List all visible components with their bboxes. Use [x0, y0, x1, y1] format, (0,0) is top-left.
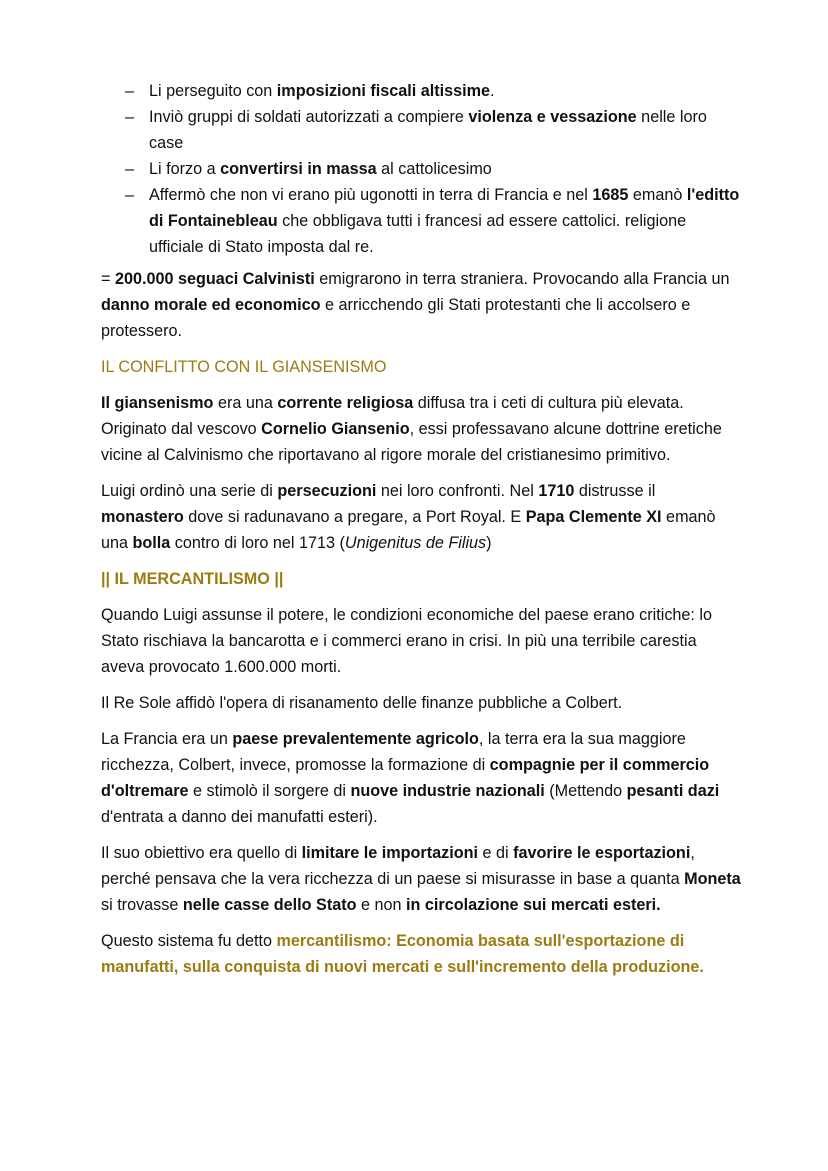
- section-heading: IL CONFLITTO CON IL GIANSENISMO: [101, 358, 387, 376]
- dash-bullet: –: [125, 160, 135, 178]
- paragraph: Il Re Sole affidò l'opera di risanamento delle finanze pubbliche a Colbert.: [101, 694, 623, 712]
- dash-bullet: –: [125, 82, 135, 100]
- list-item: – Affermò che non vi erano più ugonotti in terra di Francia e nel 1685 emanò l'editto di Fontainebleau che obbligava tutti i francesi ad essere cattolici. religione ufficiale di Stato imposta dal re.: [101, 182, 741, 260]
- persecution-list: [101, 78, 741, 260]
- paragraph: Il suo obiettivo era quello di limitare le importazioni e di favorire le esportazioni, perché pensava che la vera ricchezza di un paese si misurasse in base a quanta Moneta si trovasse nelle casse dello Stato e non in circolazione sui mercati esteri.: [101, 844, 741, 914]
- dash-bullet: –: [125, 108, 135, 126]
- paragraph: Questo sistema fu detto mercantilismo: Economia basata sull'esportazione di manufatti, sulla conquista di nuovi mercati e sull'incremento della produzione.: [101, 932, 704, 976]
- dash-bullet: –: [125, 186, 135, 204]
- paragraph: Luigi ordinò una serie di persecuzioni nei loro confronti. Nel 1710 distrusse il monastero dove si radunavano a pregare, a Port Royal. E Papa Clemente XI emanò una bolla contro di loro nel 1713 (Unigenitus de Filius): [101, 482, 716, 552]
- document-body: [101, 266, 741, 980]
- list-item: – Li perseguito con imposizioni fiscali altissime.: [101, 78, 741, 104]
- paragraph: Il giansenismo era una corrente religiosa diffusa tra i ceti di cultura più elevata. Originato dal vescovo Cornelio Giansenio, essi professavano alcune dottrine eretiche vicine al Calvinismo che riportavano al rigore morale del cristianesimo primitivo.: [101, 394, 722, 464]
- paragraph: = 200.000 seguaci Calvinisti emigrarono in terra straniera. Provocando alla Francia un danno morale ed economico e arricchendo gli Stati protestanti che li accolsero e protessero.: [101, 270, 730, 340]
- list-item: – Inviò gruppi di soldati autorizzati a compiere violenza e vessazione nelle loro case: [101, 104, 741, 156]
- paragraph: Quando Luigi assunse il potere, le condizioni economiche del paese erano critiche: lo Stato rischiava la bancarotta e i commerci erano in crisi. In più una terribile carestia aveva provocato 1.600.000 morti.: [101, 606, 713, 676]
- document-page: [101, 78, 741, 990]
- list-item: – Li forzo a convertirsi in massa al cattolicesimo: [101, 156, 741, 182]
- paragraph: La Francia era un paese prevalentemente agricolo, la terra era la sua maggiore ricchezza, Colbert, invece, promosse la formazione di compagnie per il commercio d'oltremare e stimolò il sorgere di nuove industrie nazionali (Mettendo pesanti dazi d'entrata a danno dei manufatti esteri).: [101, 730, 720, 826]
- section-heading: || IL MERCANTILISMO ||: [101, 570, 284, 588]
